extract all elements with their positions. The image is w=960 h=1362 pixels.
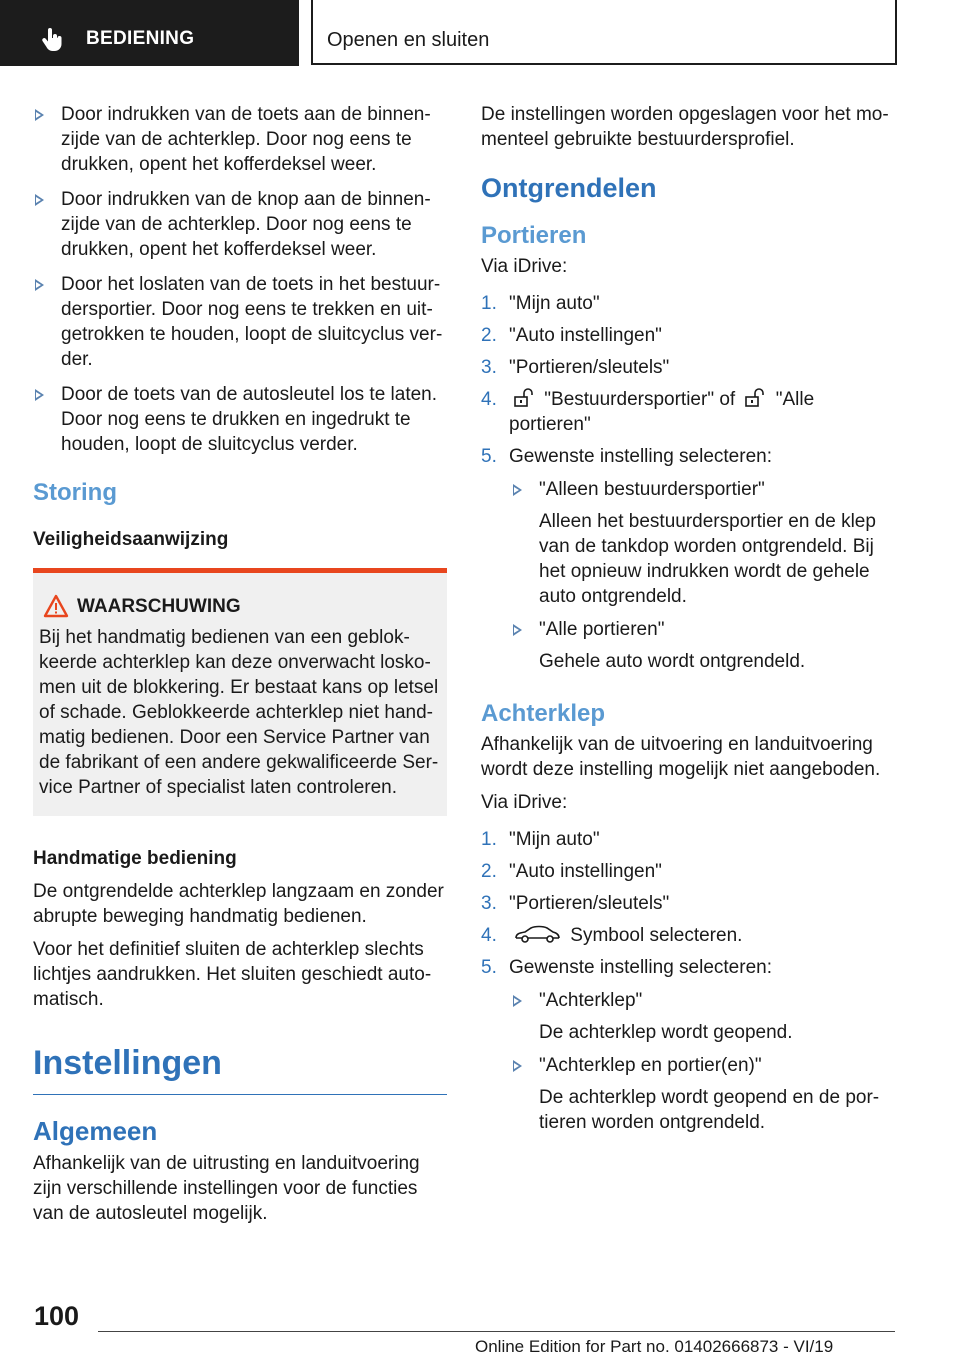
edition-text: Online Edition for Part no. 01402666873 - VI/19 [475,1337,834,1356]
triangle-bullet-icon [35,194,44,206]
settings-heading: Instellingen [33,1044,222,1082]
list-item: 4. "Bestuurdersportier" of "Alle portieren" [481,389,815,435]
hand-pointer-icon [42,28,64,52]
sub-option: "Achterklep" De achterklep wordt geopend. [509,988,897,1045]
heading-rule [33,1094,447,1095]
triangle-bullet-icon [513,624,522,636]
via-idrive-label: Via iDrive: [481,792,568,813]
car-icon [513,924,561,944]
list-item: Door de toets van de autosleutel los te laten. Door nog eens te drukken en ingedrukt te houden, loopt de sluitcyclus verder. [33,382,447,457]
warning-title: WAARSCHUWING [39,595,439,619]
unlock-heading: Ontgrendelen [481,173,657,203]
sub-option: "Achterklep en portier(en)" De achterklep wordt geopend en de portieren worden ontgrendeld. [509,1053,897,1135]
list-item: 3. "Portieren/sleutels" [481,357,670,378]
list-item: 2. "Auto instellingen" [481,325,662,346]
list-item: 1. "Mijn auto" [481,829,600,850]
list-item: Door indrukken van de knop aan de binnenzijde van de achterklep. Door nog eens te drukken, opent het kofferdeksel weer. [33,187,447,262]
right-column [481,102,897,1142]
section-tab [0,0,299,66]
doors-heading: Portieren [481,222,587,249]
list-item: 4. Symbool selecteren. [481,925,743,946]
warning-text: Bij het handmatig bedienen van een geblokkeerde achterklep kan deze onverwacht loskomen uit de blokkering. Er bestaat kans op letsel of schade. Geblokkeerde achterklep niet handmatig bedienen. Door een Service Partner van de fabrikant of een andere gekwalificeerde Service Partner of specialist laten controleren. [39,627,439,798]
unlock-padlock-icon [513,388,535,408]
triangle-bullet-icon [35,389,44,401]
triangle-bullet-icon [35,279,44,291]
tailgate-steps [481,827,897,1135]
general-heading: Algemeen [33,1116,158,1146]
section-title: BEDIENING [86,28,195,49]
unlock-padlock-icon [744,388,766,408]
safety-heading: Veiligheidsaanwijzing [33,529,229,550]
manual-operation-heading: Handmatige bediening [33,848,237,869]
intro-paragraph: De instellingen worden opgeslagen voor het momenteel gebruikte bestuurdersprofiel. [481,104,889,150]
list-item: 3. "Portieren/sleutels" [481,893,670,914]
manual-paragraph: De ontgrendelde achterklep langzaam en zonder abrupte beweging handmatig bedienen. [33,881,444,927]
chapter-title: Openen en sluiten [327,29,490,51]
bullet-list [33,102,447,457]
list-item: 2. "Auto instellingen" [481,861,662,882]
triangle-bullet-icon [513,1060,522,1072]
chapter-tab [311,0,897,65]
list-item: 1. "Mijn auto" [481,293,600,314]
triangle-bullet-icon [513,484,522,496]
footer-rule [98,1331,895,1332]
tailgate-paragraph: Afhankelijk van de uitvoering en landuitvoering wordt deze instelling mogelijk niet aangeboden. [481,734,881,780]
via-idrive-label: Via iDrive: [481,256,568,277]
triangle-bullet-icon [513,995,522,1007]
list-item: 5. Gewenste instelling selecteren: "Achterklep" De achterklep wordt geopend. "Achterklep en portier(en)" De achterklep wordt geopend en de portieren worden ontgrendeld. [481,955,897,1135]
left-column [33,102,447,1234]
general-paragraph: Afhankelijk van de uitrusting en landuitvoering zijn verschillende instellingen voor de functies van de autosleutel mogelijk. [33,1153,420,1224]
warning-box [33,568,447,816]
warning-triangle-icon [43,594,69,618]
triangle-bullet-icon [35,109,44,121]
doors-steps [481,291,897,674]
manual-paragraph: Voor het definitief sluiten de achterklep slechts lichtjes aandrukken. Het sluiten geschiedt automatisch. [33,939,432,1010]
storing-heading: Storing [33,479,117,506]
sub-option: "Alle portieren" Gehele auto wordt ontgrendeld. [509,617,897,674]
sub-option: "Alleen bestuurdersportier" Alleen het bestuurdersportier en de klep van de tankdop worden ontgrendeld. Bij het opnieuw indrukken wordt de gehele auto ontgrendeld. [509,477,897,609]
list-item: Door indrukken van de toets aan de binnenzijde van de achterklep. Door nog eens te drukken, opent het kofferdeksel weer. [33,102,447,177]
list-item: 5. Gewenste instelling selecteren: "Alleen bestuurdersportier" Alleen het bestuurdersportier en de klep van de tankdop worden ontgrendeld. Bij het opnieuw indrukken wordt de gehele auto ontgrendeld. "Alle portieren" Gehele auto wordt ontgrendeld. [481,444,897,674]
tailgate-heading: Achterklep [481,700,606,727]
list-item: Door het loslaten van de toets in het bestuurdersportier. Door nog eens te trekken en uitgetrokken te houden, loopt de sluitcyclus verder. [33,272,447,372]
page-number: 100 [34,1301,80,1331]
